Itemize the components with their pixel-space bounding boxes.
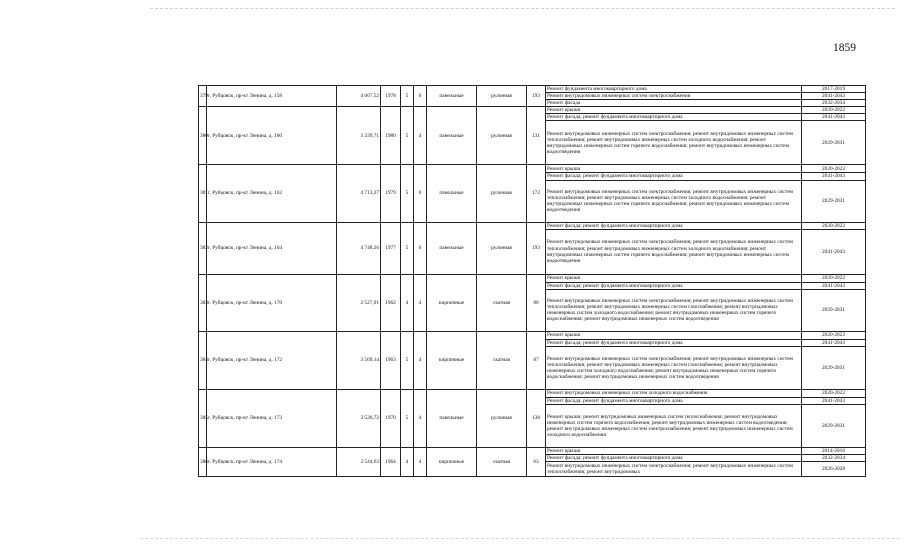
work-period-cell: 2014-2016 (802, 447, 866, 454)
work-type-cell: Ремонт фундамента многоквартирного дома (546, 86, 802, 93)
work-period-cell: 2029-2031 (802, 289, 866, 331)
entrances-cell: 4 (414, 389, 427, 447)
address-cell: г. Рубцовск, пр-кт Ленина, д. 158 (207, 86, 337, 107)
house-number-cell: 382 (199, 222, 207, 274)
entrances-cell: 6 (414, 222, 427, 274)
work-type-cell: Ремонт внутридомовых инженерных систем электроснабжения; ремонт внутридомовых инженерных систем теплоснабжения; ремонт внутридомовых (546, 462, 802, 477)
repair-schedule-table (198, 85, 866, 477)
work-type-cell: Ремонт внутридомовых инженерных систем электроснабжения (546, 93, 802, 100)
work-period-cell: 2041-2043 (802, 229, 866, 274)
roof-type-cell: рулонная (477, 165, 527, 222)
entrances-cell: 4 (414, 331, 427, 389)
house-number-cell: 379 (199, 86, 207, 107)
apartments-cell: 87 (527, 331, 546, 389)
work-period-cell: 2041-2043 (802, 282, 866, 289)
address-cell: г. Рубцовск, пр-кт Ленина, д. 170 (207, 274, 337, 331)
page-number: 1859 (833, 42, 856, 54)
area-cell: 3 526,72 (337, 389, 381, 447)
wall-material-cell: кирпичные (427, 274, 477, 331)
work-type-cell: Ремонт фасада; ремонт фундамента многоквартирного дома (546, 282, 802, 289)
work-type-cell: Ремонт крыши (546, 165, 802, 173)
year-built-cell: 1964 (381, 447, 401, 476)
entrances-cell: 4 (414, 274, 427, 331)
area-cell: 2 544,63 (337, 447, 381, 476)
entrances-cell: 4 (414, 447, 427, 476)
work-type-cell: Ремонт крыши; ремонт внутридомовых инженерных систем теплоснабжения; ремонт внутридомовых инженерных систем горячего водоснабжения; ремонт внутридомовых инженерных систем водоотведения; ремонт внутридомовых инженерных систем электроснабжения; ремонт внутридомовых инженерных систем холодного водоснабжения (546, 404, 802, 447)
year-built-cell: 1980 (381, 107, 401, 165)
work-type-cell: Ремонт внутридомовых инженерных систем электроснабжения; ремонт внутридомовых инженерных систем теплоснабжения; ремонт внутридомовых инженерных систем холодного водоснабжения; ремонт внутридомовых инженерных систем горячего водоснабжения; ремонт внутридомовых инженерных систем водоотведения (546, 229, 802, 274)
work-period-cell: 2041-2043 (802, 173, 866, 180)
work-period-cell: 2041-2043 (802, 114, 866, 121)
work-type-cell: Ремонт фасада; ремонт фундамента многоквартирного дома (546, 222, 802, 229)
work-period-cell: 2041-2043 (802, 397, 866, 404)
work-period-cell: 2020-2022 (802, 331, 866, 339)
address-cell: г. Рубцовск, пр-кт Ленина, д. 160 (207, 107, 337, 165)
apartments-cell: 131 (527, 107, 546, 165)
table-row (199, 222, 866, 229)
work-type-cell: Ремонт фасада; ремонт фундамента многоквартирного дома (546, 339, 802, 346)
entrances-cell: 6 (414, 86, 427, 107)
roof-type-cell: рулонная (477, 107, 527, 165)
table-row (199, 447, 866, 454)
apartments-cell: 193 (527, 222, 546, 274)
house-number-cell: 386 (199, 447, 207, 476)
wall-material-cell: кирпичные (427, 447, 477, 476)
area-cell: 3 569,14 (337, 331, 381, 389)
table-row (199, 165, 866, 173)
apartments-cell: 80 (527, 274, 546, 331)
work-type-cell: Ремонт фасада (546, 100, 802, 107)
apartments-cell: 172 (527, 165, 546, 222)
year-built-cell: 1977 (381, 222, 401, 274)
floors-cell: 4 (401, 447, 414, 476)
wall-material-cell: панельные (427, 389, 477, 447)
year-built-cell: 1979 (381, 165, 401, 222)
wall-material-cell: панельные (427, 86, 477, 107)
work-type-cell: Ремонт крыши (546, 447, 802, 454)
work-period-cell: 2041-2043 (802, 93, 866, 100)
work-type-cell: Ремонт фасада; ремонт фундамента многоквартирного дома (546, 397, 802, 404)
work-period-cell: 2029-2031 (802, 404, 866, 447)
table-row (199, 331, 866, 339)
entrances-cell: 6 (414, 165, 427, 222)
house-number-cell: 384 (199, 331, 207, 389)
floors-cell: 4 (401, 274, 414, 331)
work-period-cell: 2032-2034 (802, 455, 866, 462)
address-cell: г. Рубцовск, пр-кт Ленина, д. 172 (207, 331, 337, 389)
year-built-cell: 1978 (381, 86, 401, 107)
work-type-cell: Ремонт внутридомовых инженерных систем электроснабжения; ремонт внутридомовых инженерных систем теплоснабжения; ремонт внутридомовых инженерных систем газоснабжения; ремонт внутридомовых инженерных систем холодного водоснабжения; ремонт внутридомовых инженерных систем горячего водоснабжения; ремонт внутридомовых инженерных систем водоотведения (546, 346, 802, 389)
roof-type-cell: скатная (477, 274, 527, 331)
roof-type-cell: скатная (477, 331, 527, 389)
area-cell: 4 667,52 (337, 86, 381, 107)
roof-type-cell: скатная (477, 447, 527, 476)
apartments-cell: 63 (527, 447, 546, 476)
house-number-cell: 385 (199, 389, 207, 447)
floors-cell: 5 (401, 331, 414, 389)
work-period-cell: 2029-2031 (802, 180, 866, 222)
wall-material-cell: панельные (427, 222, 477, 274)
house-number-cell: 381 (199, 165, 207, 222)
work-type-cell: Ремонт крыши (546, 107, 802, 114)
area-cell: 3 339,71 (337, 107, 381, 165)
floors-cell: 5 (401, 86, 414, 107)
work-period-cell: 2032-2034 (802, 100, 866, 107)
work-period-cell: 2029-2031 (802, 121, 866, 165)
entrances-cell: 4 (414, 107, 427, 165)
work-period-cell: 2020-2022 (802, 222, 866, 229)
work-period-cell: 2029-2031 (802, 346, 866, 389)
work-type-cell: Ремонт крыши (546, 331, 802, 339)
work-period-cell: 2041-2043 (802, 339, 866, 346)
work-period-cell: 2026-2028 (802, 462, 866, 477)
area-cell: 4 713,37 (337, 165, 381, 222)
work-type-cell: Ремонт внутридомовых инженерных систем холодного водоснабжения (546, 389, 802, 397)
wall-material-cell: панельные (427, 107, 477, 165)
roof-type-cell: рулонная (477, 222, 527, 274)
work-type-cell: Ремонт фасада; ремонт фундамента многоквартирного дома (546, 455, 802, 462)
house-number-cell: 383 (199, 274, 207, 331)
area-cell: 4 748,26 (337, 222, 381, 274)
work-type-cell: Ремонт фасада; ремонт фундамента многоквартирного дома (546, 173, 802, 180)
apartments-cell: 193 (527, 86, 546, 107)
work-period-cell: 2020-2022 (802, 165, 866, 173)
table-row (199, 86, 866, 93)
table-row (199, 107, 866, 114)
work-type-cell: Ремонт внутридомовых инженерных систем электроснабжения; ремонт внутридомовых инженерных систем теплоснабжения; ремонт внутридомовых инженерных систем холодного водоснабжения; ремонт внутридомовых инженерных систем горячего водоснабжения; ремонт внутридомовых инженерных систем водоотведения (546, 180, 802, 222)
house-number-cell: 380 (199, 107, 207, 165)
roof-type-cell: рулонная (477, 389, 527, 447)
year-built-cell: 1970 (381, 389, 401, 447)
work-period-cell: 2017-2019 (802, 86, 866, 93)
work-type-cell: Ремонт крыши (546, 274, 802, 282)
work-type-cell: Ремонт внутридомовых инженерных систем электроснабжения; ремонт внутридомовых инженерных систем теплоснабжения; ремонт внутридомовых инженерных систем газоснабжения; ремонт внутридомовых инженерных систем холодного водоснабжения; ремонт внутридомовых инженерных систем горячего водоснабжения; ремонт внутридомовых инженерных систем водоотведения (546, 289, 802, 331)
address-cell: г. Рубцовск, пр-кт Ленина, д. 162 (207, 165, 337, 222)
scan-top-edge (150, 8, 895, 9)
wall-material-cell: кирпичные (427, 331, 477, 389)
wall-material-cell: панельные (427, 165, 477, 222)
floors-cell: 5 (401, 107, 414, 165)
work-period-cell: 2020-2022 (802, 389, 866, 397)
address-cell: г. Рубцовск, пр-кт Ленина, д. 164 (207, 222, 337, 274)
table-row (199, 274, 866, 282)
table-row (199, 389, 866, 397)
floors-cell: 5 (401, 165, 414, 222)
address-cell: г. Рубцовск, пр-кт Ленина, д. 173 (207, 389, 337, 447)
floors-cell: 5 (401, 389, 414, 447)
year-built-cell: 1963 (381, 331, 401, 389)
address-cell: г. Рубцовск, пр-кт Ленина, д. 174 (207, 447, 337, 476)
scan-bottom-edge (140, 538, 900, 539)
roof-type-cell: рулонная (477, 86, 527, 107)
year-built-cell: 1962 (381, 274, 401, 331)
work-type-cell: Ремонт внутридомовых инженерных систем электроснабжения; ремонт внутридомовых инженерных систем теплоснабжения; ремонт внутридомовых инженерных систем холодного водоснабжения; ремонт внутридомовых инженерных систем горячего водоснабжения; ремонт внутридомовых инженерных систем водоотведения (546, 121, 802, 165)
work-period-cell: 2020-2022 (802, 107, 866, 114)
work-period-cell: 2020-2022 (802, 274, 866, 282)
area-cell: 2 527,01 (337, 274, 381, 331)
work-type-cell: Ремонт фасада; ремонт фундамента многоквартирного дома (546, 114, 802, 121)
floors-cell: 5 (401, 222, 414, 274)
apartments-cell: 138 (527, 389, 546, 447)
